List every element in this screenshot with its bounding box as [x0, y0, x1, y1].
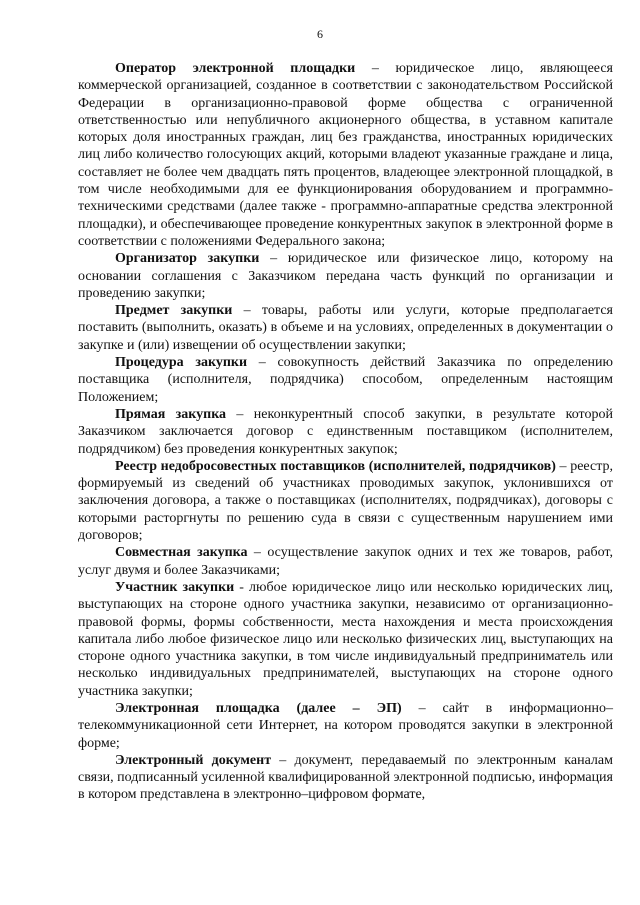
- definition-text: – товары, работы или услуги, которые предполагается поставить (выполнить, оказать) в объеме и на условиях, определенных в документации о закупке и (или) извещении об осуществлении закупки;: [78, 303, 613, 353]
- definition-term: Организатор закупки: [115, 251, 260, 267]
- definition-term: Реестр недобросовестных поставщиков (исполнителей, подрядчиков): [115, 458, 556, 474]
- definition-text: – сайт в информационно–телекоммуникационной сети Интернет, на котором проводятся закупки в электронной форме;: [78, 700, 613, 751]
- definition-paragraph: [78, 579, 613, 700]
- definition-paragraph: [78, 302, 613, 354]
- definition-paragraph: [78, 60, 613, 250]
- definition-text: – документ, передаваемый по электронным каналам связи, подписанный усиленной квалифицированной электронной подписью, информация в котором представлена в электронно–цифровом формате,: [78, 752, 613, 803]
- definition-paragraph: [78, 458, 613, 544]
- definition-text: – неконкурентный способ закупки, в результате которой Заказчиком заключается договор с единственным поставщиком (исполнителем, подрядчиком) без проведения конкурентных закупок;: [78, 406, 613, 457]
- definition-term: Прямая закупка: [115, 406, 227, 422]
- page-number: 6: [317, 27, 323, 41]
- definition-text: – совокупность действий Заказчика по определению поставщика (исполнителя, подрядчика) способом, определенным настоящим Положением;: [78, 355, 614, 405]
- definition-term: Электронный документ: [115, 752, 272, 768]
- definition-paragraph: [78, 250, 613, 302]
- definition-text: – осуществление закупок одних и тех же товаров, работ, услуг двумя и более Заказчиками;: [78, 545, 614, 578]
- definition-text: - любое юридическое лицо или несколько юридических лиц, выступающих на стороне одного участника закупки, независимо от организационно-правовой формы, формы собственности, места нахождения и места происхождения капитала либо любое физическое лицо или несколько физических лиц, выступающих на стороне одного участника закупки, в том числе индивидуальный предприниматель или несколько индивидуальных предпринимателей, выступающих на стороне одного участника закупки;: [78, 579, 614, 699]
- definition-paragraph: [78, 700, 613, 752]
- definition-term: Участник закупки: [115, 579, 235, 595]
- definition-text: – юридическое лицо, являющееся коммерческой организацией, созданное в соответствии с законодательством Российской Федерации в организационно-правовой форме общества с ограниченной ответственностью или непубличного акционерного общества, в уставном капитале которых доля иностранных граждан, лиц без гражданства, иностранных юридических лиц либо количество голосующих акций, которыми владеют указанные граждане и лица, составляет не более чем двадцать пять процентов, владеющее электронной площадкой, в том числе необходимыми для ее функционирования оборудованием и программно-техническими средствами (далее также - программно-аппаратные средства электронной площадки), и обеспечивающее проведение конкурентных закупок в электронной форме в соответствии с положениями Федерального закона;: [78, 61, 613, 249]
- definition-text: – юридическое или физическое лицо, которому на основании соглашения с Заказчиком передана часть функций по организации и проведению закупки;: [78, 251, 613, 301]
- document-body: [78, 60, 613, 804]
- definition-term: Совместная закупка: [115, 545, 248, 561]
- definition-term: Оператор электронной площадки: [115, 61, 356, 76]
- definition-term: Предмет закупки: [115, 303, 233, 319]
- definition-paragraph: [78, 406, 613, 458]
- definition-paragraph: [78, 752, 613, 804]
- definition-term: Процедура закупки: [115, 355, 248, 371]
- definition-paragraph: [78, 544, 613, 579]
- definition-term: Электронная площадка (далее – ЭП): [115, 700, 402, 716]
- definition-paragraph: [78, 354, 613, 406]
- definition-text: – реестр, формируемый из сведений об участниках проводимых закупок, уклонившихся от заключения договора, а также о поставщиках (исполнителях, подрядчиках), договоры с которыми расторгнуты по решению суда в связи с существенным нарушением ими договоров;: [78, 458, 613, 544]
